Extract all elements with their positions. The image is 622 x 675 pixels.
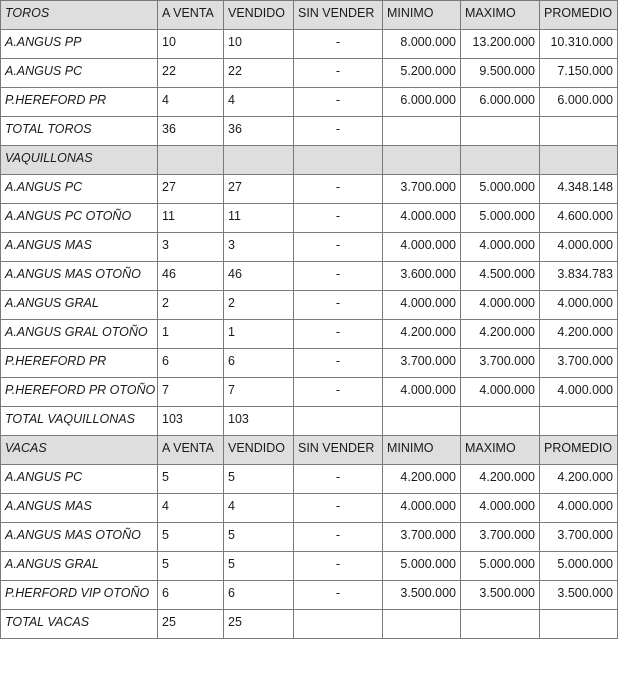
minimo-cell: 3.500.000: [383, 581, 461, 610]
row-name: A.ANGUS GRAL OTOÑO: [1, 320, 158, 349]
table-row: [1, 378, 618, 407]
column-header-a-venta: [158, 146, 224, 175]
row-name: P.HERFORD VIP OTOÑO: [1, 581, 158, 610]
row-name: A.ANGUS PP: [1, 30, 158, 59]
section-header-row: [1, 146, 618, 175]
vendido-cell: 10: [224, 30, 294, 59]
row-name: A.ANGUS MAS: [1, 494, 158, 523]
total-promedio: [540, 407, 618, 436]
total-label: TOTAL TOROS: [1, 117, 158, 146]
sin-vender-cell: -: [294, 175, 383, 204]
promedio-cell: 4.000.000: [540, 291, 618, 320]
table-row: [1, 291, 618, 320]
column-header-sin-vender: [294, 146, 383, 175]
section-header-row: [1, 436, 618, 465]
a-venta-cell: 6: [158, 581, 224, 610]
column-header-sin-vender: SIN VENDER: [294, 1, 383, 30]
vendido-cell: 1: [224, 320, 294, 349]
table-row: [1, 88, 618, 117]
sin-vender-cell: -: [294, 465, 383, 494]
column-header-maximo: MAXIMO: [461, 436, 540, 465]
table-row: [1, 175, 618, 204]
total-label: TOTAL VAQUILLONAS: [1, 407, 158, 436]
vendido-cell: 6: [224, 349, 294, 378]
a-venta-cell: 5: [158, 523, 224, 552]
column-header-a-venta: A VENTA: [158, 1, 224, 30]
a-venta-cell: 7: [158, 378, 224, 407]
minimo-cell: 4.000.000: [383, 378, 461, 407]
maximo-cell: 4.000.000: [461, 291, 540, 320]
a-venta-cell: 5: [158, 552, 224, 581]
column-header-promedio: PROMEDIO: [540, 1, 618, 30]
column-header-promedio: [540, 146, 618, 175]
column-header-minimo: [383, 146, 461, 175]
row-name: A.ANGUS MAS: [1, 233, 158, 262]
row-name: A.ANGUS PC: [1, 465, 158, 494]
column-header-sin-vender: SIN VENDER: [294, 436, 383, 465]
total-row: [1, 610, 618, 639]
sin-vender-cell: -: [294, 494, 383, 523]
total-sin-vender: -: [294, 117, 383, 146]
promedio-cell: 3.700.000: [540, 523, 618, 552]
promedio-cell: 3.500.000: [540, 581, 618, 610]
total-sin-vender: [294, 407, 383, 436]
a-venta-cell: 11: [158, 204, 224, 233]
sin-vender-cell: -: [294, 59, 383, 88]
table-row: [1, 465, 618, 494]
table-row: [1, 349, 618, 378]
a-venta-cell: 46: [158, 262, 224, 291]
row-name: P.HEREFORD PR: [1, 349, 158, 378]
vendido-cell: 4: [224, 88, 294, 117]
table-row: [1, 320, 618, 349]
sin-vender-cell: -: [294, 552, 383, 581]
section-title: VACAS: [1, 436, 158, 465]
total-maximo: [461, 117, 540, 146]
minimo-cell: 3.700.000: [383, 175, 461, 204]
sin-vender-cell: -: [294, 88, 383, 117]
maximo-cell: 4.200.000: [461, 320, 540, 349]
promedio-cell: 7.150.000: [540, 59, 618, 88]
column-header-vendido: [224, 146, 294, 175]
column-header-maximo: [461, 146, 540, 175]
minimo-cell: 4.000.000: [383, 204, 461, 233]
vendido-cell: 6: [224, 581, 294, 610]
total-vendido: 36: [224, 117, 294, 146]
minimo-cell: 3.600.000: [383, 262, 461, 291]
promedio-cell: 4.200.000: [540, 320, 618, 349]
a-venta-cell: 4: [158, 494, 224, 523]
promedio-cell: 4.200.000: [540, 465, 618, 494]
table-row: [1, 204, 618, 233]
section-title: VAQUILLONAS: [1, 146, 158, 175]
maximo-cell: 4.000.000: [461, 494, 540, 523]
minimo-cell: 4.000.000: [383, 494, 461, 523]
total-maximo: [461, 407, 540, 436]
vendido-cell: 4: [224, 494, 294, 523]
row-name: P.HEREFORD PR: [1, 88, 158, 117]
promedio-cell: 4.000.000: [540, 233, 618, 262]
total-promedio: [540, 117, 618, 146]
total-promedio: [540, 610, 618, 639]
row-name: A.ANGUS MAS OTOÑO: [1, 262, 158, 291]
vendido-cell: 5: [224, 465, 294, 494]
total-minimo: [383, 407, 461, 436]
vendido-cell: 22: [224, 59, 294, 88]
minimo-cell: 5.000.000: [383, 552, 461, 581]
row-name: A.ANGUS PC: [1, 59, 158, 88]
row-name: P.HEREFORD PR OTOÑO: [1, 378, 158, 407]
minimo-cell: 6.000.000: [383, 88, 461, 117]
vendido-cell: 5: [224, 552, 294, 581]
section-header-row: [1, 1, 618, 30]
maximo-cell: 3.700.000: [461, 349, 540, 378]
maximo-cell: 4.500.000: [461, 262, 540, 291]
total-vendido: 25: [224, 610, 294, 639]
table-row: [1, 233, 618, 262]
column-header-vendido: VENDIDO: [224, 436, 294, 465]
total-minimo: [383, 610, 461, 639]
table-body: [1, 1, 618, 639]
promedio-cell: 4.000.000: [540, 494, 618, 523]
table-row: [1, 523, 618, 552]
maximo-cell: 4.000.000: [461, 378, 540, 407]
maximo-cell: 3.500.000: [461, 581, 540, 610]
total-row: [1, 407, 618, 436]
table-row: [1, 494, 618, 523]
maximo-cell: 13.200.000: [461, 30, 540, 59]
a-venta-cell: 27: [158, 175, 224, 204]
promedio-cell: 4.348.148: [540, 175, 618, 204]
vendido-cell: 2: [224, 291, 294, 320]
total-label: TOTAL VACAS: [1, 610, 158, 639]
sin-vender-cell: -: [294, 262, 383, 291]
sin-vender-cell: -: [294, 378, 383, 407]
vendido-cell: 5: [224, 523, 294, 552]
minimo-cell: 4.200.000: [383, 320, 461, 349]
promedio-cell: 6.000.000: [540, 88, 618, 117]
minimo-cell: 4.000.000: [383, 291, 461, 320]
column-header-minimo: MINIMO: [383, 1, 461, 30]
table-row: [1, 59, 618, 88]
minimo-cell: 8.000.000: [383, 30, 461, 59]
minimo-cell: 3.700.000: [383, 349, 461, 378]
minimo-cell: 3.700.000: [383, 523, 461, 552]
section-title: TOROS: [1, 1, 158, 30]
a-venta-cell: 22: [158, 59, 224, 88]
promedio-cell: 10.310.000: [540, 30, 618, 59]
promedio-cell: 3.834.783: [540, 262, 618, 291]
promedio-cell: 3.700.000: [540, 349, 618, 378]
promedio-cell: 4.600.000: [540, 204, 618, 233]
column-header-a-venta: A VENTA: [158, 436, 224, 465]
sin-vender-cell: -: [294, 349, 383, 378]
table-row: [1, 262, 618, 291]
column-header-promedio: PROMEDIO: [540, 436, 618, 465]
a-venta-cell: 5: [158, 465, 224, 494]
sin-vender-cell: -: [294, 233, 383, 262]
a-venta-cell: 2: [158, 291, 224, 320]
maximo-cell: 5.000.000: [461, 552, 540, 581]
vendido-cell: 27: [224, 175, 294, 204]
maximo-cell: 4.000.000: [461, 233, 540, 262]
column-header-maximo: MAXIMO: [461, 1, 540, 30]
table-row: [1, 30, 618, 59]
row-name: A.ANGUS GRAL: [1, 552, 158, 581]
row-name: A.ANGUS MAS OTOÑO: [1, 523, 158, 552]
total-a-venta: 25: [158, 610, 224, 639]
a-venta-cell: 10: [158, 30, 224, 59]
sin-vender-cell: -: [294, 320, 383, 349]
total-vendido: 103: [224, 407, 294, 436]
maximo-cell: 3.700.000: [461, 523, 540, 552]
row-name: A.ANGUS GRAL: [1, 291, 158, 320]
vendido-cell: 7: [224, 378, 294, 407]
maximo-cell: 6.000.000: [461, 88, 540, 117]
minimo-cell: 4.000.000: [383, 233, 461, 262]
promedio-cell: 5.000.000: [540, 552, 618, 581]
row-name: A.ANGUS PC OTOÑO: [1, 204, 158, 233]
total-sin-vender: [294, 610, 383, 639]
maximo-cell: 5.000.000: [461, 204, 540, 233]
total-minimo: [383, 117, 461, 146]
sin-vender-cell: -: [294, 204, 383, 233]
total-a-venta: 36: [158, 117, 224, 146]
sin-vender-cell: -: [294, 291, 383, 320]
minimo-cell: 5.200.000: [383, 59, 461, 88]
table-row: [1, 581, 618, 610]
sin-vender-cell: -: [294, 581, 383, 610]
a-venta-cell: 6: [158, 349, 224, 378]
sin-vender-cell: -: [294, 523, 383, 552]
maximo-cell: 4.200.000: [461, 465, 540, 494]
promedio-cell: 4.000.000: [540, 378, 618, 407]
column-header-vendido: VENDIDO: [224, 1, 294, 30]
a-venta-cell: 3: [158, 233, 224, 262]
row-name: A.ANGUS PC: [1, 175, 158, 204]
a-venta-cell: 1: [158, 320, 224, 349]
total-maximo: [461, 610, 540, 639]
minimo-cell: 4.200.000: [383, 465, 461, 494]
vendido-cell: 3: [224, 233, 294, 262]
total-row: [1, 117, 618, 146]
table-row: [1, 552, 618, 581]
vendido-cell: 11: [224, 204, 294, 233]
sin-vender-cell: -: [294, 30, 383, 59]
vendido-cell: 46: [224, 262, 294, 291]
a-venta-cell: 4: [158, 88, 224, 117]
maximo-cell: 9.500.000: [461, 59, 540, 88]
maximo-cell: 5.000.000: [461, 175, 540, 204]
total-a-venta: 103: [158, 407, 224, 436]
column-header-minimo: MINIMO: [383, 436, 461, 465]
